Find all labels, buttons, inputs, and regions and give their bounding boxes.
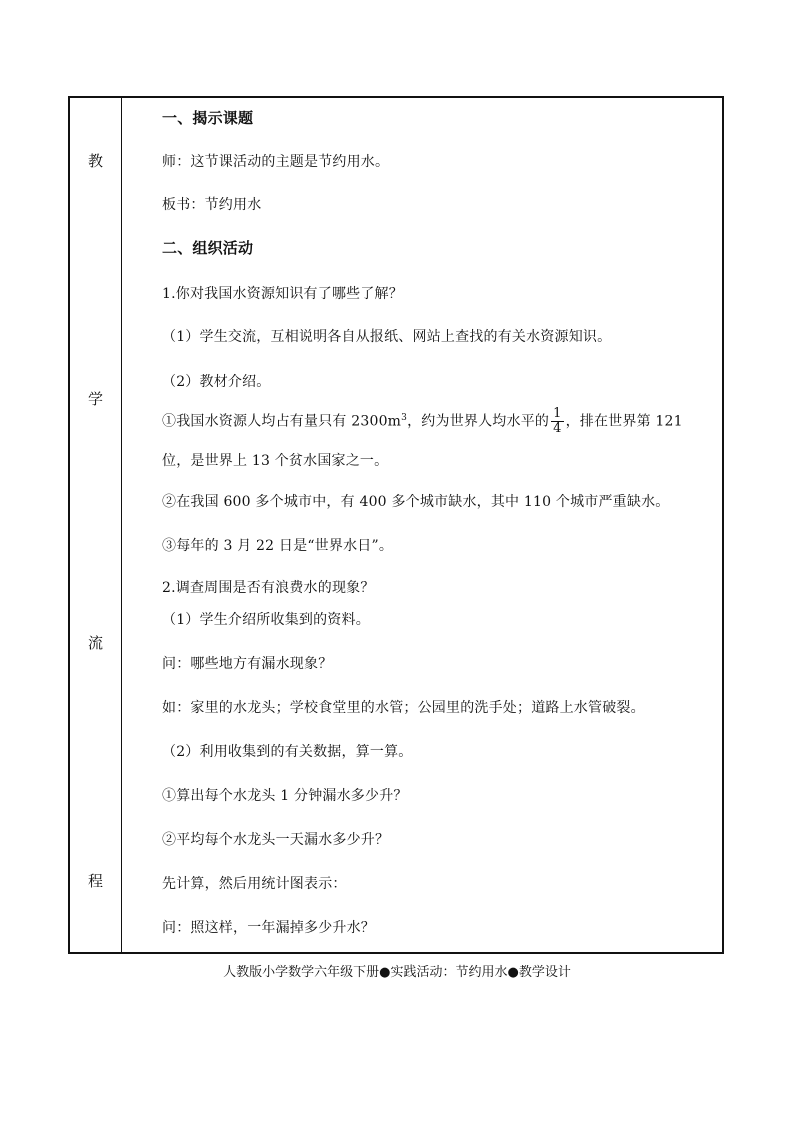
text-line: （1）学生交流，互相说明各自从报纸、网站上查找的有关水资源知识。 [162, 329, 612, 345]
section-heading-1: 一、揭示课题 [162, 109, 254, 127]
side-label-cheng: 程 [87, 872, 103, 890]
side-label-liu: 流 [87, 634, 103, 652]
fraction-numerator: 1 [553, 406, 562, 421]
question-1: 1.你对我国水资源知识有了哪些了解？ [162, 286, 403, 302]
text-line: （2）教材介绍。 [162, 374, 271, 390]
fact-1-line-2: 位，是世界上 13 个贫水国家之一。 [162, 453, 389, 469]
fraction-denominator: 4 [553, 421, 562, 436]
text-line: 师：这节课活动的主题是节约用水。 [162, 154, 390, 170]
fact-1-line-1 [162, 407, 683, 436]
fact-1-text: ，约为世界人均水平的 [407, 413, 550, 430]
section-heading-2: 二、组织活动 [162, 239, 254, 257]
fraction [551, 407, 563, 436]
side-label-xue: 学 [87, 390, 103, 408]
text-line: （1）学生介绍所收集到的资料。 [162, 612, 370, 628]
text-line: 板书：节约用水 [162, 197, 262, 213]
side-label-jiao: 教 [87, 152, 103, 170]
superscript: 3 [401, 412, 408, 423]
text-line: 先计算，然后用统计图表示： [162, 876, 347, 892]
fact-1-text: ①我国水资源人均占有量只有 2300m [162, 413, 402, 430]
fact-2: ②在我国 600 多个城市中，有 400 多个城市缺水，其中 110 个城市严重缺水。 [162, 494, 670, 510]
column-divider [121, 96, 122, 954]
fact-3: ③每年的 3 月 22 日是“世界水日”。 [162, 538, 394, 554]
question-2: 2.调查周围是否有浪费水的现象？ [162, 580, 375, 596]
text-line: ①算出每个水龙头 1 分钟漏水多少升？ [162, 788, 408, 804]
text-line: 如：家里的水龙头；学校食堂里的水管；公园里的洗手处；道路上水管破裂。 [162, 700, 645, 716]
text-line: 问：哪些地方有漏水现象？ [162, 656, 333, 672]
page-footer: 人教版小学数学六年级下册●实践活动：节约用水●教学设计 [223, 965, 571, 980]
text-line: （2）利用收集到的有关数据，算一算。 [162, 744, 413, 760]
text-line: ②平均每个水龙头一天漏水多少升？ [162, 832, 390, 848]
text-line: 问：照这样，一年漏掉多少升水？ [162, 920, 375, 936]
table-frame [68, 96, 724, 954]
fact-1-text: ，排在世界第 121 [565, 413, 683, 430]
